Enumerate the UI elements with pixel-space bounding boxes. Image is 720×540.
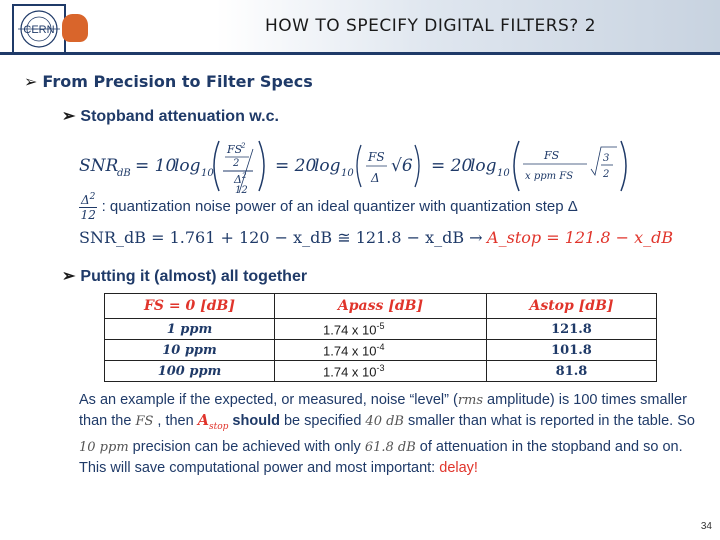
svg-text:12: 12	[235, 185, 248, 196]
astop-equation: A_stop = 121.8 − x_dB	[487, 228, 674, 247]
table-cell-apass	[275, 319, 487, 340]
apass-mantissa: 1.74 x 10	[323, 322, 377, 338]
svg-text:FS: FS	[227, 143, 243, 156]
svg-text:= 10: = 10	[135, 156, 177, 176]
svg-text:SNR: SNR	[79, 156, 119, 176]
table-cell-apass	[275, 361, 487, 382]
filter-spec-table	[104, 293, 657, 382]
svg-text:10: 10	[341, 168, 354, 179]
para-math: rms	[457, 393, 484, 408]
para-text: be specified	[279, 413, 366, 429]
table-header-astop: Astop [dB]	[487, 294, 657, 319]
para-math: 10 ppm	[79, 439, 129, 455]
para-text: amplitude) is 100 times smaller than the	[79, 392, 687, 429]
arrow-bullet-icon: ➢	[62, 268, 76, 285]
apass-exponent: -4	[376, 341, 385, 352]
table-header-fs: FS = 0 [dB]	[105, 294, 275, 319]
header-divider	[0, 52, 720, 55]
arrow-bullet-icon: ➢	[62, 108, 76, 125]
svg-text:2: 2	[233, 158, 240, 169]
apass-mantissa: 1.74 x 10	[323, 343, 377, 359]
apass-exponent: -5	[376, 320, 385, 331]
table-header-row	[105, 294, 657, 319]
snr-result-line	[79, 228, 673, 248]
svg-text:log: log	[470, 156, 497, 176]
svg-text:FS: FS	[544, 149, 560, 162]
para-astop: A	[197, 412, 209, 429]
svg-text:3: 3	[603, 153, 610, 164]
apass-exponent: -3	[376, 362, 385, 373]
table-cell-apass	[275, 340, 487, 361]
apass-mantissa: 1.74 x 10	[323, 364, 377, 380]
table-cell-precision: 10 ppm	[105, 340, 275, 361]
table-cell-astop: 101.8	[487, 340, 657, 361]
cern-logo	[12, 4, 66, 54]
svg-text:dB: dB	[117, 168, 131, 179]
svg-text:10: 10	[497, 168, 510, 179]
para-text: precision can be achieved with only	[128, 438, 365, 455]
svg-text:Δ: Δ	[234, 173, 242, 186]
svg-text:2: 2	[242, 172, 247, 180]
logo-accent-icon	[62, 14, 88, 42]
table-row	[105, 319, 657, 340]
table-row	[105, 340, 657, 361]
table-header-apass: Apass [dB]	[275, 294, 487, 319]
svg-text:FS: FS	[368, 150, 385, 164]
quantization-noise-text: : quantization noise power of an ideal quantizer with quantization step Δ	[101, 197, 578, 215]
svg-text:√6: √6	[391, 156, 413, 176]
section-bullet	[24, 72, 313, 91]
svg-text:= 20: = 20	[275, 156, 317, 176]
para-text: of attenuation in the stopband and so on. This will save computational power and most important:	[79, 438, 683, 476]
subheading-stopband-text: Stopband attenuation w.c.	[80, 108, 279, 125]
table-cell-precision: 100 ppm	[105, 361, 275, 382]
svg-text:log: log	[174, 156, 201, 176]
cern-logo-text: CERN	[23, 24, 55, 36]
table-cell-astop: 81.8	[487, 361, 657, 382]
svg-text:2: 2	[241, 142, 246, 150]
para-delay: delay!	[439, 459, 478, 476]
para-math: FS	[135, 414, 154, 429]
svg-text:2: 2	[603, 169, 610, 180]
subheading-stopband	[62, 106, 279, 126]
svg-text:Δ: Δ	[371, 171, 380, 185]
explanation-paragraph	[79, 390, 699, 478]
table-row	[105, 361, 657, 382]
para-math: 40 dB	[365, 414, 404, 429]
quantization-noise-line	[79, 192, 578, 222]
para-math: 61.8 dB	[364, 439, 416, 455]
arrow-bullet-icon: ➢	[24, 72, 38, 91]
para-text: As an example if the expected, or measured, noise “level” (	[79, 392, 458, 408]
delta-squared-over-12: $\frac{\Delta^2}{12}$	[80, 192, 96, 222]
subheading-together-text: Putting it (almost) all together	[80, 268, 308, 285]
para-text: , then	[153, 413, 198, 429]
para-astop-sub: stop	[208, 421, 229, 432]
snr-result-left: SNR_dB = 1.761 + 120 − x_dB ≅ 121.8 − x_dB →	[79, 228, 483, 247]
para-text: smaller than what is reported in the table. So	[403, 413, 695, 429]
para-bold: should	[228, 413, 280, 429]
table-cell-precision: 1 ppm	[105, 319, 275, 340]
slide-title: HOW TO SPECIFY DIGITAL FILTERS? 2	[265, 16, 597, 36]
svg-text:10: 10	[201, 168, 214, 179]
section-bullet-text: From Precision to Filter Specs	[42, 72, 313, 91]
svg-text:log: log	[314, 156, 341, 176]
svg-text:= 20: = 20	[431, 156, 473, 176]
table-cell-astop: 121.8	[487, 319, 657, 340]
svg-text:x ppm FS: x ppm FS	[525, 171, 574, 182]
page-number: 34	[700, 521, 712, 532]
subheading-together	[62, 266, 307, 286]
